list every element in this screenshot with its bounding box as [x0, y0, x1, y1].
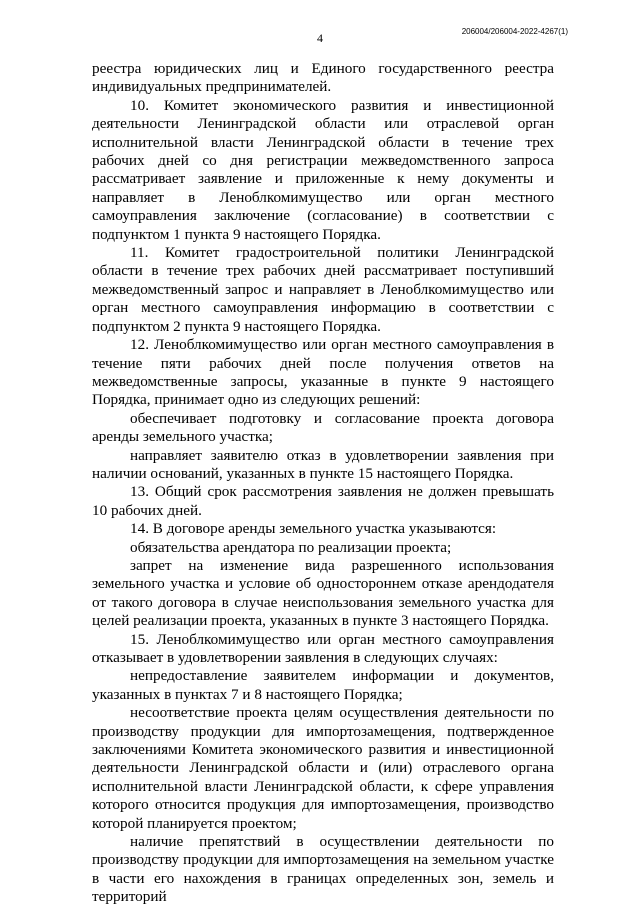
document-body — [92, 60, 554, 907]
paragraph-15-case-1: непредоставление заявителем информации и документов, указанных в пунктах 7 и 8 настоящего Порядка; — [92, 667, 554, 703]
paragraph-12-option-1: обеспечивает подготовку и согласование проекта договора аренды земельного участка; — [92, 409, 554, 446]
paragraph-11: 11. Комитет градостроительной политики Ленинградской области в течение трех рабочих дней рассматривает поступивший межведомственный запрос и направляет в Леноблкомимущество или орган местного самоуправления информацию в соответствии с подпунктом 2 пункта 9 настоящего Порядка. — [92, 244, 554, 335]
paragraph-14-item-2: запрет на изменение вида разрешенного использования земельного участка и условие об одностороннем отказе арендодателя от такого договора в случае неиспользования земельного участка для целей реализации проекта, указанных в пункте 3 настоящего Порядка. — [92, 556, 554, 630]
paragraph-continuation: реестра юридических лиц и Единого государственного реестра индивидуальных предпринимателей. — [92, 60, 554, 96]
paragraph-12-option-2: направляет заявителю отказ в удовлетворении заявления при наличии оснований, указанных в пункте 15 настоящего Порядка. — [92, 446, 554, 482]
paragraph-12: 12. Леноблкомимущество или орган местного самоуправления в течение пяти рабочих дней после получения ответов на межведомственные запросы, указанные в пункте 9 настоящего Порядка, принимает одно из следующих решений: — [92, 336, 554, 409]
page-number: 4 — [317, 31, 323, 45]
paragraph-13: 13. Общий срок рассмотрения заявления не должен превышать 10 рабочих дней. — [92, 483, 554, 519]
paragraph-10: 10. Комитет экономического развития и инвестиционной деятельности Ленинградской области или отраслевой орган исполнительной власти Ленинградской области в течение трех рабочих дней со дня регистрации межведомственного запроса рассматривает заявление и приложенные к нему документы и направляет в Леноблкомимущество или орган местного самоуправления заключение (согласование) в соответствии с подпунктом 1 пункта 9 настоящего Порядка. — [92, 96, 554, 243]
paragraph-14: 14. В договоре аренды земельного участка указываются: — [130, 520, 497, 538]
paragraph-15: 15. Леноблкомимущество или орган местного самоуправления отказывает в удовлетворении заявления в следующих случаях: — [92, 630, 554, 666]
paragraph-15-case-2: несоответствие проекта целям осуществления деятельности по производству продукции для импортозамещения, подтвержденное заключениями Комитета экономического развития и инвестиционной деятельности Ленинградской области и (или) отраслевого органа исполнительной власти Ленинградской области, к сфере управления которого относится продукция для импортозамещения, производство которой планируется проектом; — [92, 704, 554, 832]
paragraph-15-case-3: наличие препятствий в осуществлении деятельности по производству продукции для импортозамещения на земельном участке в части его нахождения в границах определенных зон, земель и территорий — [92, 833, 554, 906]
paragraph-14-item-1: обязательства арендатора по реализации проекта; — [130, 538, 452, 556]
document-id: 206004/206004-2022-4267(1) — [461, 27, 568, 36]
